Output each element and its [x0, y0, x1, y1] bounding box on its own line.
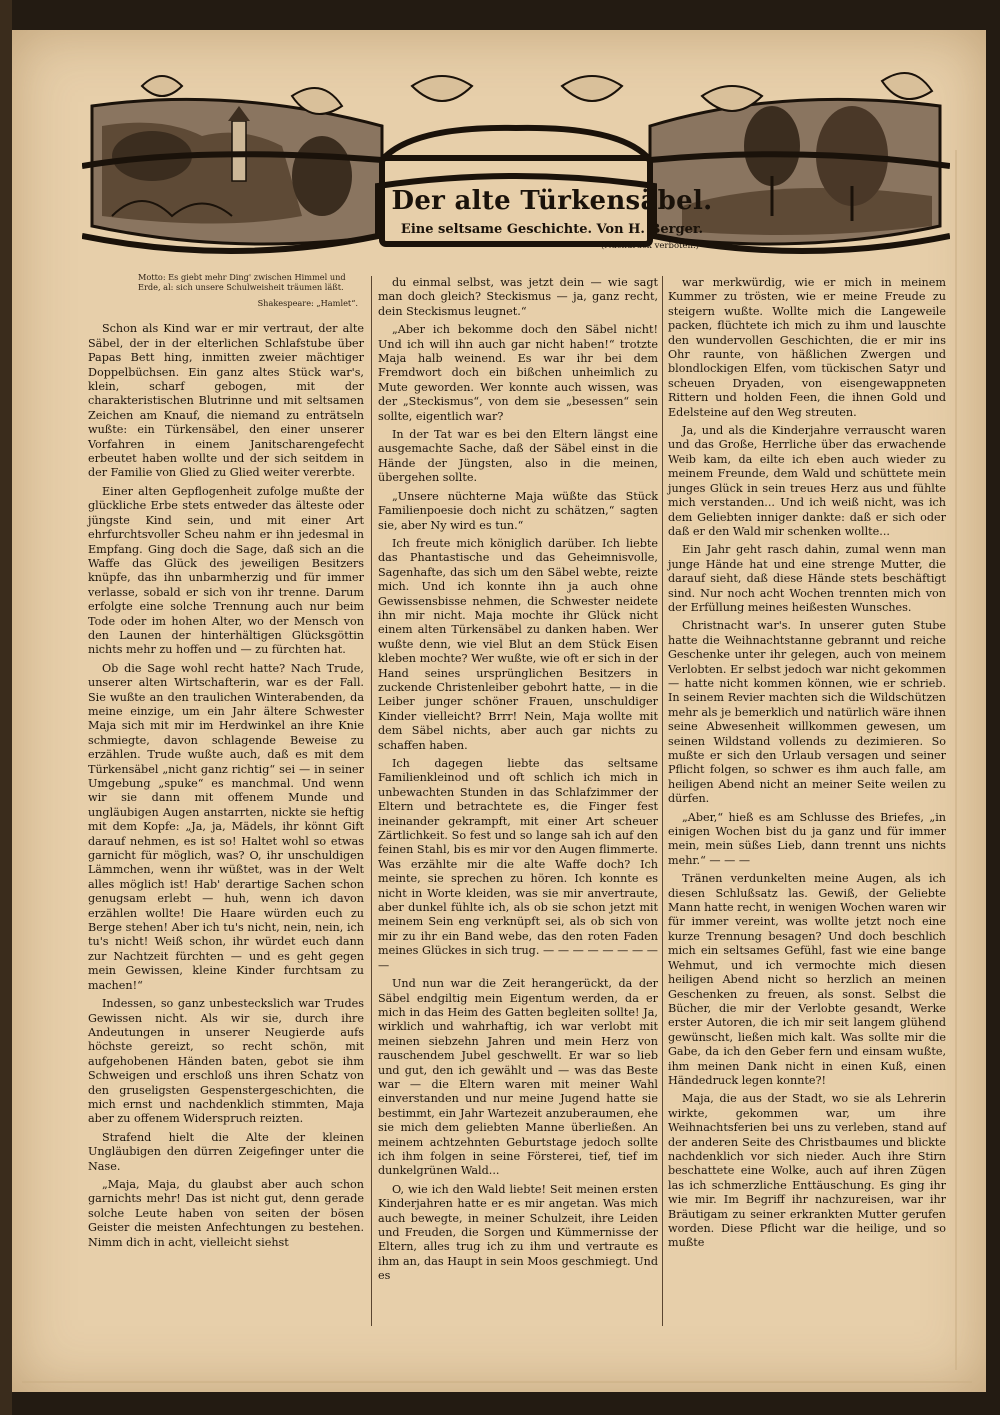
paragraph: Ich dagegen liebte das seltsame Familienkleinod und oft schlich ich mich in unbewachten Stunden in das Schlafzimmer der Eltern und betrachtete es, die Finger fest ineinander gekrampft, mit einer Art scheuer Zärtlichkeit. So fest und so lange sah ich auf den feinen Stahl, bis es mir vor den Augen flimmerte. Was erzählte mir die alte Waffe doch? Ich meinte, sie sprechen zu hören. Ich konnte es nicht in Worte kleiden, was sie mir anvertraute, aber dunkel fühlte ich, als ob sie schon jetzt mit meinem Sein eng verknüpft sei, als ob sich von mir zu ihr ein Band webe, das den roten Faden meines Glückes in sich trug. — — — — — — — — —	[378, 757, 658, 972]
text-column-2	[378, 276, 658, 1288]
motto: Motto: Es giebt mehr Ding' zwischen Himmel und Erde, al: sich unsere Schulweisheit träumen läßt.	[138, 272, 346, 292]
paragraph: Einer alten Gepflogenheit zufolge mußte der glückliche Erbe stets entweder das älteste oder jüngste Kind sein, und mit einer Art ehrfurchtsvoller Scheu nahm er ihn jedesmal in Empfang. Ging doch die Sage, daß sich an die Waffe das Glück des jeweiligen Besitzers knüpfe, das ihn unbarmherzig und für immer verlasse, sobald er sich von ihr trenne. Darum erfolgte eine solche Trennung auch nur beim Tode oder im hohen Alter, wo der Mensch von den Launen der hinterhältigen Glücksgöttin nichts mehr zu hoffen und — zu fürchten hat.	[88, 484, 364, 657]
column-rule	[662, 276, 663, 1326]
paragraph: „Aber,“ hieß es am Schlusse des Briefes, „in einigen Wochen bist du ja ganz und für immer mein, mein süßes Lieb, dann trennt uns nichts mehr.“ — — —	[668, 810, 946, 867]
paragraph: Christnacht war's. In unserer guten Stube hatte die Weihnachtstanne gebrannt und reiche Geschenke unter ihr gelegen, auch von meinem Verlobten. Er selbst jedoch war nicht gekommen — hatte nicht kommen können, wie er schrieb. In seinem Revier machten sich die Wildschützen mehr als je bemerklich und natürlich wäre ihnen seine Abwesenheit willkommen gewesen, um seinen Wildstand vollends zu dezimieren. So mußte er sich den Urlaub versagen und seiner Pflicht folgen, so schwer es ihm auch falle, am heiligen Abend nicht an meiner Seite weilen zu dürfen.	[668, 619, 946, 806]
paragraph: Schon als Kind war er mir vertraut, der alte Säbel, der in der elterlichen Schlafstube über Papas Bett hing, inmitten zweier mächtiger Doppelbüchsen. Ein ganz altes Stück war's, klein, scharf gebogen, mit der charakteristischen Blutrinne und mit seltsamen Zeichen am Knauf, die niemand zu enträtseln wußte: ein Türkensäbel, den einer unserer Vorfahren in einem Janitscharengefecht erbeutet haben wollte und der sich seitdem in der Familie von Glied zu Glied weiter vererbte.	[88, 322, 364, 480]
left-landscape-illustration	[92, 99, 382, 244]
paragraph: Indessen, so ganz unbesteckslich war Trudes Gewissen nicht. Als wir sie, durch ihre Andeutungen in unserer Neugierde aufs höchste gereizt, so recht schön, mit aufgehobenen Händen baten, gebot sie ihm Schweigen und erschloß uns ihren Schatz von den gruseligsten Gespenstergeschichten, die mich ernst und nachdenklich stimmten, Maja aber zu offenem Widerspruch reizten.	[88, 997, 364, 1126]
paragraph: Maja, die aus der Stadt, wo sie als Lehrerin wirkte, gekommen war, um ihre Weihnachtsferien bei uns zu verleben, stand auf der anderen Seite des Christbaumes und blickte nachdenklich vor sich nieder. Auch ihre Stirn beschattete eine Wolke, auch auf ihren Zügen las ich schmerzliche Enttäuschung. Es ging ihr wie mir. Im Begriff ihr nachzureisen, war ihr Bräutigam zu seiner erkrankten Mutter gerufen worden. Diese Pflicht war die heilige, und so mußte	[668, 1092, 946, 1250]
paragraph: Strafend hielt die Alte der kleinen Ungläubigen den dürren Zeigefinger unter die Nase.	[88, 1130, 364, 1173]
column-rule	[371, 276, 372, 1326]
paragraph: Ein Jahr geht rasch dahin, zumal wenn man junge Hände hat und eine strenge Mutter, die darauf sieht, daß diese Hände stets beschäftigt sind. Nur noch acht Wochen trennten mich von der Erfüllung meines heißesten Wunsches.	[668, 543, 946, 614]
paragraph: „Maja, Maja, du glaubst aber auch schon garnichts mehr! Das ist nicht gut, denn gerade solche Leute haben von seiten der bösen Geister die meisten Anfechtungen zu bestehen. Nimm dich in acht, vielleicht siehst	[88, 1177, 364, 1249]
paragraph: „Aber ich bekomme doch den Säbel nicht! Und ich will ihn auch gar nicht haben!“ trotzte Maja halb weinend. Es war ihr bei dem Fremdwort doch ein bißchen unheimlich zu Mute geworden. Wer konnte auch wissen, was der „Steckismus“, von dem sie „besessen“ sein sollte, eigentlich war?	[378, 323, 658, 423]
paragraph: war merkwürdig, wie er mich in meinem Kummer zu trösten, wie er meine Freude zu steigern wußte. Wollte mich die Langeweile packen, flüchtete ich mich zu ihm und lauschte den wundervollen Geschichten, die er mir ins Ohr raunte, von häßlichen Zwergen und blondlockigen Elfen, vom tückischen Satyr und scheuen Dryaden, von eisengewappneten Rittern und holden Feen, die ihnen Gold und Edelsteine auf den Weg streuten.	[668, 276, 946, 419]
paragraph: Tränen verdunkelten meine Augen, als ich diesen Schlußsatz las. Gewiß, der Geliebte Mann hatte recht, in wenigen Wochen waren wir für immer vereint, was wollte jetzt noch eine kurze Trennung besagen? Und doch beschlich mich ein seltsames Gefühl, fast wie eine bange Wehmut, und ich vermochte mich diesen heiligen Abend nicht so herzlich an meinen Geschenken zu freuen, als sonst. Selbst die Bücher, die mir der Verlobte gesandt, Werke erster Autoren, die ich mir seit langem glühend gewünscht, ließen mich kalt. Was sollte mir die Gabe, da ich den Geber fern und einsam wußte, ihm meinen Dank nicht in einen Kuß, einen Händedruck legen konnte?!	[668, 872, 946, 1087]
paragraph: „Unsere nüchterne Maja wüßte das Stück Familienpoesie doch nicht zu schätzen,“ sagten sie, aber Ny wird es tun.“	[378, 489, 658, 532]
newspaper-page	[12, 30, 986, 1392]
motto-source: Shakespeare: „Hamlet“.	[257, 298, 358, 308]
reprint-notice: (Nachdruck verboten.)	[600, 241, 699, 251]
article-title: Der alte Türkensäbel.	[391, 186, 713, 216]
paragraph: du einmal selbst, was jetzt dein — wie sagt man doch gleich? Steckismus — ja, ganz recht, dein Steckismus leugnet.“	[378, 276, 658, 318]
text-column-3	[668, 276, 946, 1255]
paragraph: O, wie ich den Wald liebte! Seit meinen ersten Kinderjahren hatte er es mir angetan. Was mich auch bewegte, in meiner Schulzeit, ihre Leiden und Freuden, die Sorgen und Kümmernisse der Eltern, alles trug ich zu ihm und vertraute es ihm an, das Haupt in sein Moos geschmiegt. Und es	[378, 1182, 658, 1283]
paragraph: Und nun war die Zeit herangerückt, da der Säbel endgiltig mein Eigentum werden, da er mich in das Heim des Gatten begleiten sollte! Ja, wirklich und wahrhaftig, ich war verlobt mit meinen siebzehn Jahren und mein Herz von rauschendem Jubel geschwellt. Er war so lieb und gut, den ich gewählt und — was das Beste war — die Eltern waren mit meiner Wahl einverstanden und nur meine Jugend hatte sie bestimmt, ein Jahr Wartezeit anzuberaumen, ehe sie mich dem geliebten Manne überließen. An meinem achtzehnten Geburtstage jedoch sollte ich ihm folgen in seine Försterei, tief, tief im dunkelgrünen Wald...	[378, 977, 658, 1178]
paragraph: In der Tat war es bei den Eltern längst eine ausgemachte Sache, daß der Säbel einst in die Hände der Jüngsten, also in die meinen, übergehen sollte.	[378, 428, 658, 485]
scan-edge	[0, 0, 12, 1415]
article-header-banner	[82, 66, 950, 262]
paragraph: Ob die Sage wohl recht hatte? Nach Trude, unserer alten Wirtschafterin, war es der Fall. Sie wußte an den traulichen Winterabenden, da meine einzige, um ein Jahr ältere Schwester Maja sich mit mir im Herdwinkel an ihre Knie schmiegte, davon schlagende Beweise zu erzählen. Trude wußte auch, daß es mit dem Türkensäbel „nicht ganz richtig“ sei — in seiner Umgebung „spuke“ es manchmal. Und wenn wir sie dann mit offenem Munde und ungläubigen Augen anstarrten, nickte sie heftig mit dem Kopfe: „Ja, ja, Mädels, ihr könnt Gift darauf nehmen, es ist so! Haltet wohl so etwas garnicht für möglich, was? O, ihr unschuldigen Lämmchen, wenn ihr wüßtet, was in der Welt alles möglich ist! Hab' derartige Sachen schon genugsam erlebt — huh, wenn ich davon erzählen wollte! Die Haare würden euch zu Berge stehen! Aber ich tu's nicht, nein, nein, ich tu's nicht! Weiß schon, ihr würdet euch dann zur Nachtzeit fürchten — und es geht gegen mein Gewissen, kleine Kinder furchtsam zu machen!“	[88, 661, 364, 992]
paragraph: Ich freute mich königlich darüber. Ich liebte das Phantastische und das Geheimnisvolle, Sagenhafte, das sich um den Säbel webte, reizte mich. Und ich konnte ihn ja auch ohne Gewissensbisse nehmen, die Schwester neidete ihn mir nicht. Maja mochte ihr Glück nicht einem alten Türkensäbel zu danken haben. Wer wußte denn, wie viel Blut an dem Stück Eisen kleben mochte? Wer wußte, wie oft er sich in der Hand seines ursprünglichen Besitzers in zuckende Christenleiber gebohrt hatte, — in die Leiber junger schöner Frauen, unschuldiger Kinder vielleicht? Brrr! Nein, Maja wollte mit dem Säbel nichts, aber auch gar nichts zu schaffen haben.	[378, 536, 658, 752]
article-subtitle: Eine seltsame Geschichte. Von H. Berger.	[400, 222, 704, 237]
text-column-1	[88, 272, 364, 1254]
paragraph: Ja, und als die Kinderjahre verrauscht waren und das Große, Herrliche über das erwachende Weib kam, da eilte ich eben auch wieder zu meinem Freunde, dem Wald und schüttete mein junges Glück in sein treues Herz aus und fühlte mich verstanden... Und ich weiß nicht, was ich dem Geliebten inniger dankte: daß er sich oder daß er den Wald mir schenken wollte...	[668, 424, 946, 538]
